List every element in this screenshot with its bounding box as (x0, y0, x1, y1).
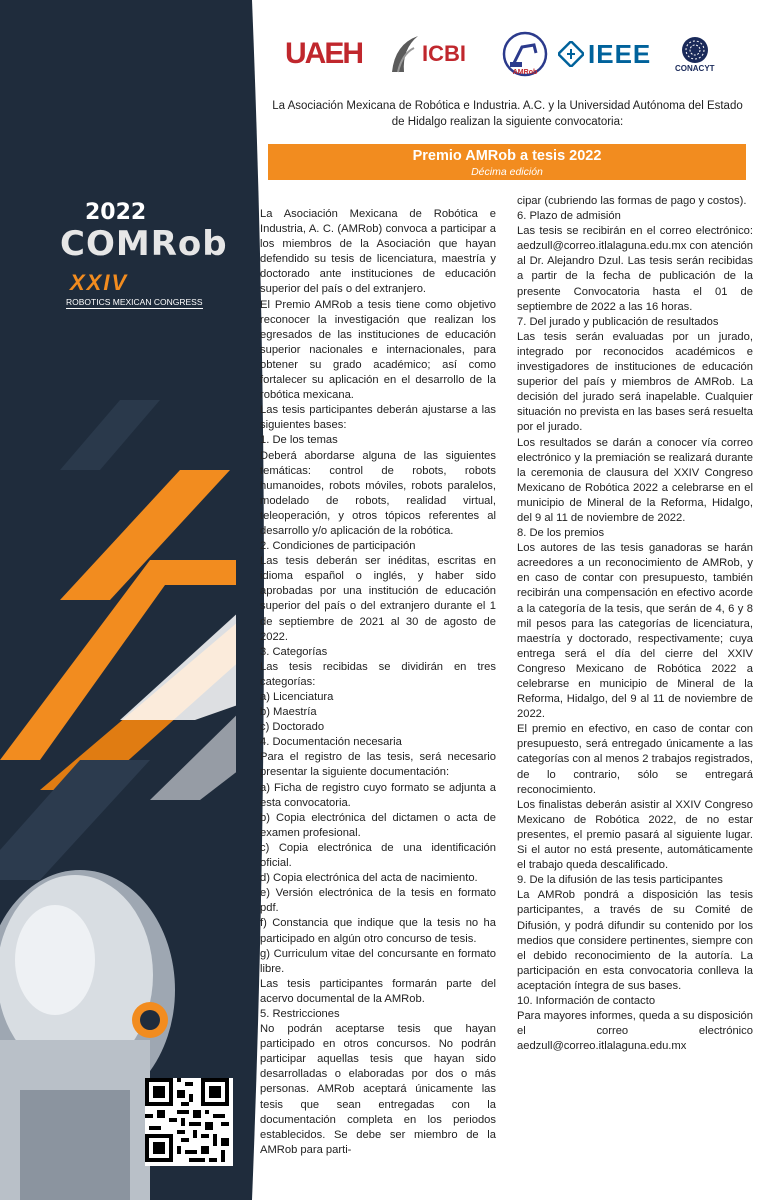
amrob-robot-arm-icon (500, 31, 550, 77)
list-item: a) Licenciatura (260, 691, 334, 703)
list-item: c) Copia electrónica de una identificación oficial. (260, 841, 496, 870)
paragraph: El Premio AMRob a tesis tiene como objetivo reconocer la investigación que realizan los egresados de las instituciones de educación superior nacionales e internacionales, para obtener su grado académico; así como fortalecer su aplicación en el desarrollo de la robótica mexicana. (260, 298, 496, 402)
title-banner (268, 144, 746, 180)
paragraph: Las tesis serán evaluadas por un jurado, integrado por reconocidos académicos e investigadores de instituciones de educación superior del país y miembros de AMRob. La decisión del jurado será inapelable. Cualquier situación no prevista en las bases será resuelta por el jurado. (517, 330, 753, 434)
brand-name: COMRob (60, 224, 228, 264)
list-item: b) Copia electrónica del dictamen o acta de examen profesional. (260, 811, 496, 839)
paragraph: Para el registro de las tesis, será necesario presentar la siguiente documentación: (260, 751, 496, 779)
brand-year: 2022 (85, 200, 147, 225)
section-heading: 4. Documentación necesaria (260, 736, 402, 749)
list-item: c) Doctorado (260, 721, 325, 734)
paragraph: Las tesis recibidas se dividirán en tres categorías: (260, 660, 496, 688)
qr-code-icon[interactable] (145, 1078, 233, 1166)
paragraph: Los autores de las tesis ganadoras se harán acreedores a un reconocimiento de AMRob, y en caso de contar con presupuesto, también recibirán una compensación en efectivo acorde a la categoría de la tesis, que serán de 4, 6 y 8 mil pesos para las categorías de licenciatura, maestría y doctorado, respectivamente; cuya entrega será el día del cierre del XXIV Congreso Mexicano de Robótica 2022 a celebrarse en municipio de Mineral de la Reforma, Hidalgo, del 9 al 11 de noviembre de 2022. (517, 542, 753, 721)
text-column-left (260, 207, 496, 1158)
conacyt-globe-icon (681, 36, 709, 64)
list-item: d) Copia electrónica del acta de nacimiento. (260, 872, 478, 885)
list-item: f) Constancia que indique que la tesis no ha participado en algún otro concurso de tesis. (260, 917, 496, 945)
brand-subtitle: ROBOTICS MEXICAN CONGRESS (66, 297, 203, 307)
paragraph: La Asociación Mexicana de Robótica e Industria, A. C. (AMRob) convoca a participar a los miembros de la Asociación que hayan defendido su tesis de licenciatura, maestría y doctorado ante instituciones de educación superior del país o del extranjero. (260, 208, 496, 296)
text-column-right (517, 194, 753, 1054)
section-heading: 8. De los premios (517, 527, 605, 540)
list-item: e) Versión electrónica de la tesis en formato pdf. (260, 887, 496, 915)
section-heading: 6. Plazo de admisión (517, 210, 621, 223)
paragraph: Los finalistas deberán asistir al XXIV Congreso Mexicano de Robótica 2022, de no estar presentes, el premio pasará al siguiente lugar. Si el autor no está presente, automáticamente el trabajo queda descalificado. (517, 798, 753, 872)
paragraph: Deberá abordarse alguna de las siguientes temáticas: control de robots, robots humanoides, robots móviles, robots paralelos, modelado de robots, realidad virtual, teleoperación, y otros tópicos referentes al desarrollo y/o aplicación de la robótica. (260, 449, 496, 537)
left-decorative-panel (0, 0, 252, 1200)
paragraph: La AMRob pondrá a disposición las tesis participantes, a través de su Comité de Difusión, y podrá difundir su contenido por los medios que considere pertinentes, siempre con el debido reconocimiento de la autoría. La participación en esta convocatoria conlleva la aceptación íntegra de sus bases. (517, 889, 753, 992)
section-heading: 1. De los temas (260, 434, 338, 447)
brand-edition: XXIV (70, 270, 129, 295)
paragraph: Las tesis participantes deberán ajustarse a las siguientes bases: (260, 404, 496, 432)
banner-subtitle: Décima edición (471, 166, 543, 178)
paragraph: Los resultados se darán a conocer vía correo electrónico y la premiación se realizará durante la ceremonia de clausura del XXIV Congreso Mexicano de Robótica 2022 a celebrarse en el municipio de Mineral de la Reforma, Hidalgo, del 9 al 11 de noviembre de 2022. (517, 436, 753, 524)
icbi-logo: ICBI (390, 30, 466, 78)
section-heading: 10. Información de contacto (517, 994, 656, 1007)
sponsor-logos (285, 30, 745, 78)
ieee-diamond-icon (558, 41, 584, 67)
paragraph: cipar (cubriendo las formas de pago y costos). (517, 195, 747, 207)
uaeh-logo: UAEH (285, 37, 363, 70)
ieee-logo: IEEE (558, 30, 651, 78)
list-item: g) Curriculum vitae del concursante en formato libre. (260, 947, 496, 975)
paragraph: Para mayores informes, queda a su disposición el correo electrónico aedzull@correo.itlalaguna.edu.mx (517, 1010, 753, 1053)
section-heading: 5. Restricciones (260, 1007, 340, 1020)
section-heading: 2. Condiciones de participación (260, 540, 416, 553)
icbi-mark-icon (390, 34, 420, 74)
list-item: a) Ficha de registro cuyo formato se adjunta a esta convocatoria. (260, 781, 496, 809)
intro-text: La Asociación Mexicana de Robótica e Industria. A.C. y la Universidad Autónoma del Estado de Hidalgo realizan la siguiente convocatoria: (272, 100, 743, 128)
paragraph: No podrán aceptarse tesis que hayan participado en otros concursos. No podrán participar aquellas tesis que hayan sido desarrolladas o elaboradas por dos o más personas. AMRob aceptará únicamente las tesis que sean entregadas con la documentación completa en los periodos establecidos. Se debe ser miembro de la AMRob para parti- (260, 1023, 496, 1156)
section-heading: 9. De la difusión de las tesis participantes (517, 874, 723, 887)
list-item: b) Maestría (260, 706, 317, 719)
section-heading: 3. Categorías (260, 645, 328, 658)
section-heading: 7. Del jurado y publicación de resultados (517, 315, 719, 328)
paragraph: Las tesis deberán ser inéditas, escritas en idioma español o inglés, y haber sido aprobadas por una institución de educación superior del país o del extranjero durante el 1 de septiembre de 2021 al 30 de agosto de 2022. (260, 555, 496, 643)
svg-text:AMRob: AMRob (512, 69, 538, 76)
amrob-logo (500, 30, 550, 78)
banner-title: Premio AMRob a tesis 2022 (412, 148, 602, 164)
paragraph: Las tesis se recibirán en el correo electrónico: aedzull@correo.itlalaguna.edu.mx con atención al Dr. Alejandro Dzul. Las tesis serán recibidas a partir de la fecha de publicación de la presente Convocatoria hasta el 01 de septiembre de 2022 a las 16 horas. (517, 225, 753, 313)
paragraph: El premio en efectivo, en caso de contar con presupuesto, será entregado únicamente a las categorías con al menos 2 trabajos registrados, de lo contrario, sólo se entregará reconocimiento. (517, 723, 753, 796)
paragraph: Las tesis participantes formarán parte del acervo documental de la AMRob. (260, 977, 496, 1005)
stripes-graphic (0, 0, 252, 1200)
conacyt-logo: CONACYT (675, 30, 715, 78)
